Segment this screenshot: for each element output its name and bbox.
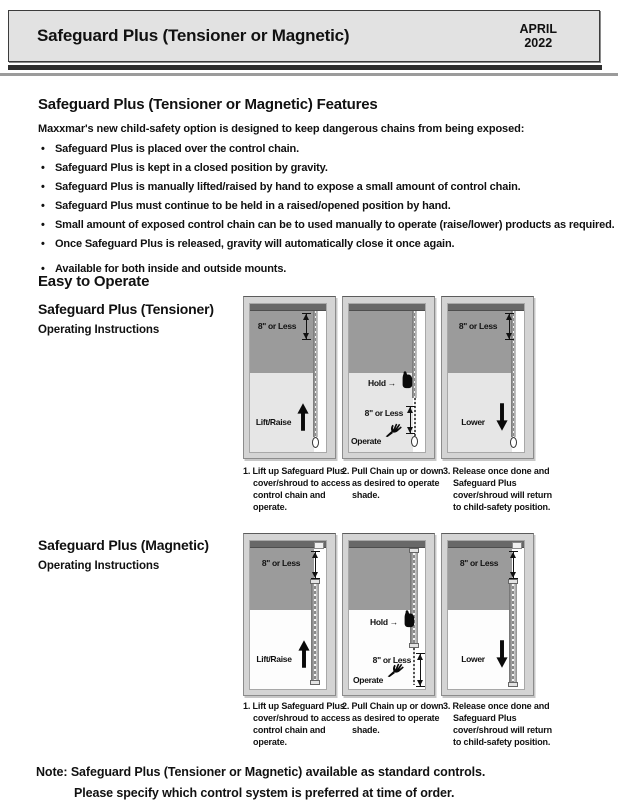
tensioner-loop bbox=[411, 436, 418, 447]
magnet-cap bbox=[508, 682, 518, 687]
shroud-rod bbox=[313, 311, 318, 437]
window bbox=[249, 540, 327, 690]
feature-bullet: • Small amount of exposed control chain can be to used manually to operate (raise/lower) products as required. bbox=[40, 216, 615, 235]
shroud-rod bbox=[311, 584, 319, 680]
operate-hand-icon bbox=[387, 660, 407, 677]
tensioner-loop bbox=[510, 437, 517, 448]
diagram-panel-tensioner-1 bbox=[243, 296, 336, 459]
step-caption: 2. Pull Chain up or down as desired to operate shade. bbox=[342, 466, 444, 500]
shroud-rod bbox=[410, 553, 418, 643]
window bbox=[447, 303, 525, 453]
diagram-panel-magnetic-3 bbox=[441, 533, 534, 696]
shade bbox=[349, 548, 413, 610]
step-caption: 3. Release once done and Safeguard Plus cover/shroud will return to child-safety position. bbox=[443, 701, 552, 747]
headrail bbox=[349, 541, 425, 548]
down-arrow-icon bbox=[496, 638, 508, 670]
feature-bullet: • Safeguard Plus is manually lifted/raised by hand to expose a small amount of control chain. bbox=[40, 178, 615, 197]
measure-label: 8" or Less bbox=[364, 408, 403, 418]
headrail bbox=[250, 304, 326, 311]
tensioner-loop bbox=[312, 437, 319, 448]
features-heading: Safeguard Plus (Tensioner or Magnetic) Features bbox=[38, 96, 378, 113]
measure-label: 8" or Less bbox=[458, 321, 498, 331]
operate-label: Operate bbox=[353, 675, 384, 685]
step-caption: 1. Lift up Safeguard Plus cover/shroud to access control chain and operate. bbox=[243, 466, 351, 512]
headrail bbox=[448, 304, 524, 311]
measure-label: 8" or Less bbox=[372, 655, 411, 665]
section-subtitle-tensioner: Operating Instructions bbox=[38, 324, 160, 336]
lift-raise-label: Lift/Raise bbox=[255, 417, 292, 427]
step-caption: 3. Release once done and Safeguard Plus cover/shroud will return to child-safety position. bbox=[443, 466, 552, 512]
hold-label: Hold → bbox=[370, 617, 398, 627]
magnet-cap bbox=[310, 680, 320, 685]
diagram-panel-magnetic-2 bbox=[342, 533, 435, 696]
window bbox=[348, 540, 426, 690]
measurement-arrow bbox=[406, 406, 415, 434]
feature-bullet: • Safeguard Plus must continue to be held in a raised/opened position by hand. bbox=[40, 197, 615, 216]
down-arrow-icon bbox=[496, 401, 508, 433]
hold-label: Hold → bbox=[368, 378, 396, 388]
mount-bracket bbox=[512, 542, 522, 549]
section-title-tensioner: Safeguard Plus (Tensioner) bbox=[38, 301, 214, 317]
measure-label: 8" or Less bbox=[459, 558, 499, 568]
diagram-panel-tensioner-2 bbox=[342, 296, 435, 459]
feature-bullet: • Once Safeguard Plus is released, gravity will automatically close it once again. bbox=[40, 235, 615, 254]
measure-label: 8" or Less bbox=[257, 321, 297, 331]
diagram-panel-tensioner-3 bbox=[441, 296, 534, 459]
lower-label: Lower bbox=[461, 654, 485, 664]
divider-rule-gray bbox=[0, 73, 618, 76]
feature-bullet: • Safeguard Plus is placed over the control chain. bbox=[40, 140, 615, 159]
measurement-arrow bbox=[416, 653, 425, 687]
measure-label: 8" or Less bbox=[261, 558, 301, 568]
hold-hand-icon bbox=[401, 608, 416, 628]
diagram-panel-magnetic-1 bbox=[243, 533, 336, 696]
note-line1: Note: Safeguard Plus (Tensioner or Magnetic) available as standard controls. bbox=[36, 765, 486, 779]
section-title-magnetic: Safeguard Plus (Magnetic) bbox=[38, 537, 209, 553]
window bbox=[447, 540, 525, 690]
note-line2: Please specify which control system is preferred at time of order. bbox=[74, 786, 455, 800]
step-caption: 1. Lift up Safeguard Plus cover/shroud to access control chain and operate. bbox=[243, 701, 351, 747]
lower-label: Lower bbox=[461, 417, 485, 427]
feature-bullet: • Safeguard Plus is kept in a closed position by gravity. bbox=[40, 159, 615, 178]
shade bbox=[349, 311, 413, 373]
features-intro: Maxxmar's new child-safety option is designed to keep dangerous chains from being exposed: bbox=[38, 123, 525, 135]
shroud-rod bbox=[509, 584, 517, 682]
window bbox=[348, 303, 426, 453]
operate-hand-icon bbox=[385, 420, 405, 437]
section-subtitle-magnetic: Operating Instructions bbox=[38, 560, 160, 572]
up-arrow-icon bbox=[297, 401, 309, 433]
easy-to-operate-heading: Easy to Operate bbox=[38, 273, 150, 290]
measurement-arrow bbox=[311, 551, 320, 579]
step-caption: 2. Pull Chain up or down as desired to operate shade. bbox=[342, 701, 444, 735]
operate-label: Operate bbox=[351, 436, 382, 446]
header-bar bbox=[8, 10, 600, 62]
issue-date-year: 2022 bbox=[524, 36, 553, 50]
lift-raise-label: Lift/Raise bbox=[256, 654, 292, 664]
control-chain bbox=[413, 648, 415, 685]
window bbox=[249, 303, 327, 453]
measurement-arrow bbox=[302, 313, 311, 340]
up-arrow-icon bbox=[298, 638, 310, 670]
page-title: Safeguard Plus (Tensioner or Magnetic) bbox=[37, 26, 350, 45]
headrail bbox=[349, 304, 425, 311]
divider-rule-dark bbox=[8, 65, 602, 70]
feature-bullet: • Available for both inside and outside mounts. bbox=[40, 260, 615, 279]
issue-date bbox=[520, 22, 558, 50]
hold-hand-icon bbox=[399, 369, 414, 389]
mount-bracket bbox=[314, 542, 324, 549]
issue-date-month: APRIL bbox=[519, 22, 557, 36]
measurement-arrow bbox=[509, 551, 518, 579]
measurement-arrow bbox=[505, 313, 514, 340]
features-list bbox=[40, 140, 615, 279]
